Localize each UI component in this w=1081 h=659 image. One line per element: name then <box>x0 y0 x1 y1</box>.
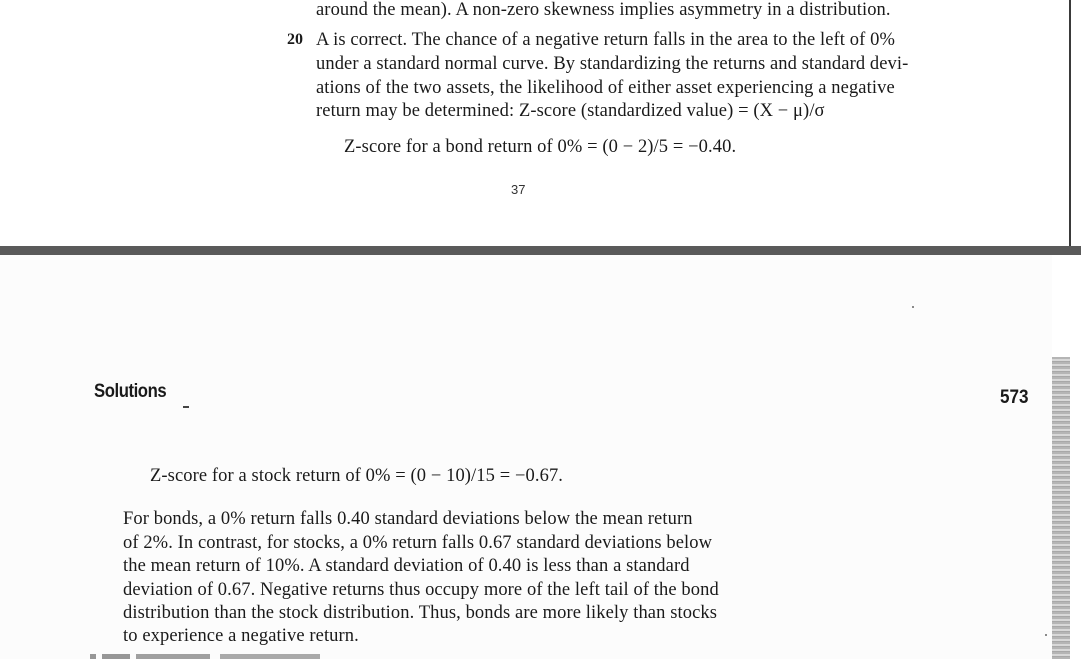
answer-line: return may be determined: Z-score (standardized value) = (X − μ)/σ <box>316 101 825 121</box>
stray-mark <box>183 406 189 408</box>
continued-line: around the mean). A non-zero skewness implies asymmetry in a distribution. <box>316 0 891 20</box>
scan-speck <box>1045 634 1047 636</box>
explanation-line: distribution than the stock distribution. Thus, bonds are more likely than stocks <box>123 603 718 623</box>
explanation-line: the mean return of 10%. A standard deviation of 0.40 is less than a standard <box>123 556 690 576</box>
answer-line: ations of the two assets, the likelihood of either asset experiencing a negative <box>316 78 895 98</box>
explanation-line: For bonds, a 0% return falls 0.40 standard deviations below the mean return <box>123 509 693 529</box>
scan-speck <box>912 306 914 308</box>
answer-line: A is correct. The chance of a negative return falls in the area to the left of 0% <box>316 30 895 50</box>
top-page <box>0 0 1070 246</box>
bond-zscore-formula: Z-score for a bond return of 0% = (0 − 2)/5 = −0.40. <box>344 137 737 157</box>
explanation-line: of 2%. In contrast, for stocks, a 0% return falls 0.67 standard deviations below <box>123 533 713 553</box>
running-head: Solutions <box>94 381 167 402</box>
explanation-line: to experience a negative return. <box>123 626 359 646</box>
bottom-page-number: 573 <box>1000 387 1029 408</box>
stock-zscore-formula: Z-score for a stock return of 0% = (0 − 10)/15 = −0.67. <box>150 466 564 486</box>
page-divider <box>0 246 1081 255</box>
top-page-number: 37 <box>511 182 526 197</box>
answer-line: under a standard normal curve. By standardizing the returns and standard devi- <box>316 54 909 74</box>
cut-off-next-line <box>90 654 570 659</box>
page-edge <box>1069 0 1081 250</box>
question-number: 20 <box>287 31 303 48</box>
explanation-line: deviation of 0.67. Negative returns thus occupy more of the left tail of the bond <box>123 580 719 600</box>
scan-edge-strip <box>1052 357 1070 659</box>
